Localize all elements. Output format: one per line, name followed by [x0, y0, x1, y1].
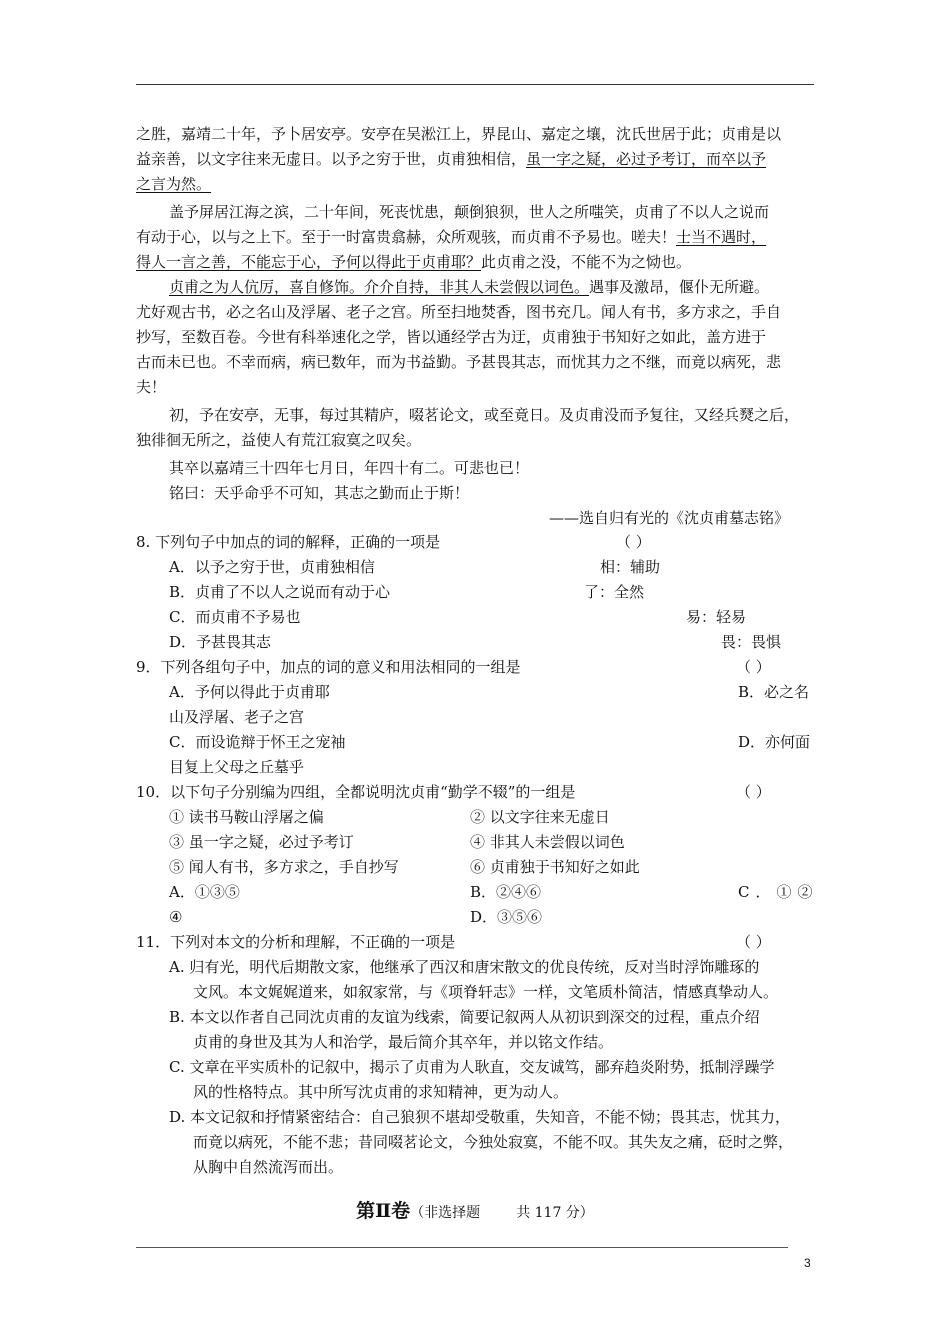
item-1: ① 读书马鞍山浮屠之偏 [169, 808, 324, 826]
passage-line: 初，予在安亭，无事，每过其精庐，啜茗论文，或至竟日。及贞甫没而予复往，又经兵燹之后， [169, 406, 800, 424]
option-b: B．②④⑥ [470, 883, 542, 901]
passage-line: 夫！ [136, 378, 167, 396]
answer-paren: （ ） [736, 783, 771, 801]
passage-line: 之胜，嘉靖二十年，予卜居安亭。安亭在吴淞江上，界昆山、嘉定之壤，沈氏世居于此；贞甫是以 [136, 125, 782, 143]
question-10-stem: 10．以下句子分别编为四组，全都说明沈贞甫“勤学不辍”的一组是 [136, 783, 576, 801]
item-4: ④ 非其人未尝假以词色 [470, 833, 625, 851]
answer-paren: （ ） [616, 533, 651, 551]
item-6: ⑥ 贞甫独于书知好之如此 [470, 858, 640, 876]
passage-line: 其卒以嘉靖三十四年七月日，年四十有二。可悲也已！ [169, 459, 530, 477]
passage-line: 独徘徊无所之，益使人有荒江寂寞之叹矣。 [136, 431, 422, 449]
passage-source: ——选自归有光的《沈贞甫墓志铭》 [549, 509, 790, 527]
option-explanation: 畏：畏惧 [721, 633, 782, 651]
question-8-stem: 8. 下列句子中加点的词的解释，正确的一项是 [136, 533, 441, 551]
option-d: D. 本文记叙和抒情紧密结合：自己狼狈不堪却受敬重，失知音，不能不恸；畏其志，忧其力， [169, 1108, 791, 1126]
underlined-sentence: 虽一字之疑，必过予考订，而卒以予 [526, 150, 767, 168]
option-explanation: 易：轻易 [686, 608, 747, 626]
answer-paren: （ ） [736, 658, 771, 676]
option-b-cont: 贞甫的身世及其为人和治学，最后简介其卒年，并以铭文作结。 [193, 1033, 614, 1051]
option-c: C．①② [738, 883, 819, 901]
option-d: D．亦何面 [738, 733, 811, 751]
option-d: D．予甚畏其志 [169, 633, 272, 651]
answer-paren: （ ） [736, 933, 771, 951]
passage-line [136, 250, 691, 274]
option-b: B．贞甫了不以人之说而有动于心 [169, 583, 391, 601]
option-a: A．予何以得此于贞甫耶 [169, 683, 330, 701]
item-5: ⑤ 闻人有书，多方求之，手自抄写 [169, 858, 399, 876]
option-continuation: ④ [169, 908, 183, 926]
option-b: B. 本文以作者自己同沈贞甫的友谊为线索，简要记叙两人从初识到深交的过程，重点介绍 [169, 1008, 760, 1026]
option-d-cont: 而竟以病死，不能不悲；昔同啜茗论文，今独处寂寞，不能不叹。其失友之痛，砭时之弊， [193, 1133, 794, 1151]
passage-line: 尤好观古书，必之名山及浮屠、老子之宫。所至扫地焚香，图书充几。闻人有书，多方求之，手自 [136, 303, 782, 321]
passage-line [136, 147, 766, 171]
option-c: C. 文章在平实质朴的记叙中，揭示了贞甫为人耿直，交友诚笃，鄙弃趋炎附势，抵制浮躁学 [169, 1058, 775, 1076]
option-d: D．③⑤⑥ [470, 908, 543, 926]
option-c: C．而设诡辩于怀王之宠袖 [169, 733, 346, 751]
underlined-sentence: 之言为然。 [136, 175, 212, 193]
section-main-title: 第Ⅱ卷 [356, 1200, 411, 1222]
question-11-stem: 11．下列对本文的分析和理解，不正确的一项是 [136, 933, 456, 951]
item-3: ③ 虽一字之疑，必过予考订 [169, 833, 354, 851]
footer-rule [136, 1247, 788, 1248]
option-d-cont: 从胸中自然流泻而出。 [193, 1158, 344, 1176]
question-9-stem: 9．下列各组句子中，加点的词的意义和用法相同的一组是 [136, 658, 521, 676]
option-c: C．而贞甫不予易也 [169, 608, 301, 626]
passage-line: 古而未已也。不幸而病，病已数年，而为书益勤。予甚畏其志，而忧其力之不继，而竟以病死，悲 [136, 353, 782, 371]
passage-text: 有动于心，以与之上下。至于一时富贵翕赫，众所观骇，而贞甫不予易也。嗟夫！ [136, 228, 677, 246]
option-continuation: 目复上父母之丘墓乎 [169, 758, 305, 776]
item-2: ② 以文字往来无虚日 [470, 808, 610, 826]
passage-line [136, 225, 766, 249]
passage-text: 此贞甫之没，不能不为之恸也。 [481, 253, 692, 271]
option-c-cont: 风的性格特点。其中所写沈贞甫的求知精神，更为动人。 [193, 1083, 569, 1101]
underlined-sentence: 得人一言之善，不能忘于心，予何以得此于贞甫耶？ [136, 253, 482, 271]
section-subtitle: （非选择题 [410, 1205, 481, 1221]
passage-line [169, 275, 769, 299]
option-a-cont: 文风。本文娓娓道来，如叙家常，与《项脊轩志》一样，文笔质朴简洁，情感真挚动人。 [193, 983, 779, 1001]
option-a: A．以予之穷于世，贞甫独相信 [169, 558, 375, 576]
underlined-sentence: 贞甫之为人伉厉，喜自修饰。介介自持，非其人未尝假以词色。 [169, 278, 590, 296]
section-score: 共 117 分） [516, 1205, 594, 1221]
option-explanation: 了：全然 [584, 583, 645, 601]
option-a: A．①③⑤ [169, 883, 240, 901]
passage-line: 盖予屏居江海之滨，二十年间，死丧忧患，颠倒狼狈，世人之所嗤笑，贞甫了不以人之说而 [169, 203, 770, 221]
section-title [0, 1196, 950, 1223]
passage-line: 铭曰：天乎命乎不可知，其志之勤而止于斯！ [169, 484, 470, 502]
option-b: B．必之名 [738, 683, 810, 701]
option-a: A. 归有光，明代后期散文家，他继承了西汉和唐宋散文的优良传统，反对当时浮饰雕琢的 [169, 958, 760, 976]
underlined-sentence: 士当不遇时， [676, 228, 767, 246]
option-explanation: 相：辅助 [600, 558, 661, 576]
passage-line: 抄写，至数百卷。今世有科举速化之学，皆以通经学古为迂，贞甫独于书知好之如此，盖方进于 [136, 328, 767, 346]
passage-text: 益亲善，以文字往来无虚日。以予之穷于世，贞甫独相信， [136, 150, 527, 168]
header-rule [136, 84, 814, 85]
option-continuation: 山及浮屠、老子之宫 [169, 708, 305, 726]
passage-text: 遇事及激昂，偃仆无所避。 [589, 278, 770, 296]
page-number: 3 [804, 1256, 811, 1270]
